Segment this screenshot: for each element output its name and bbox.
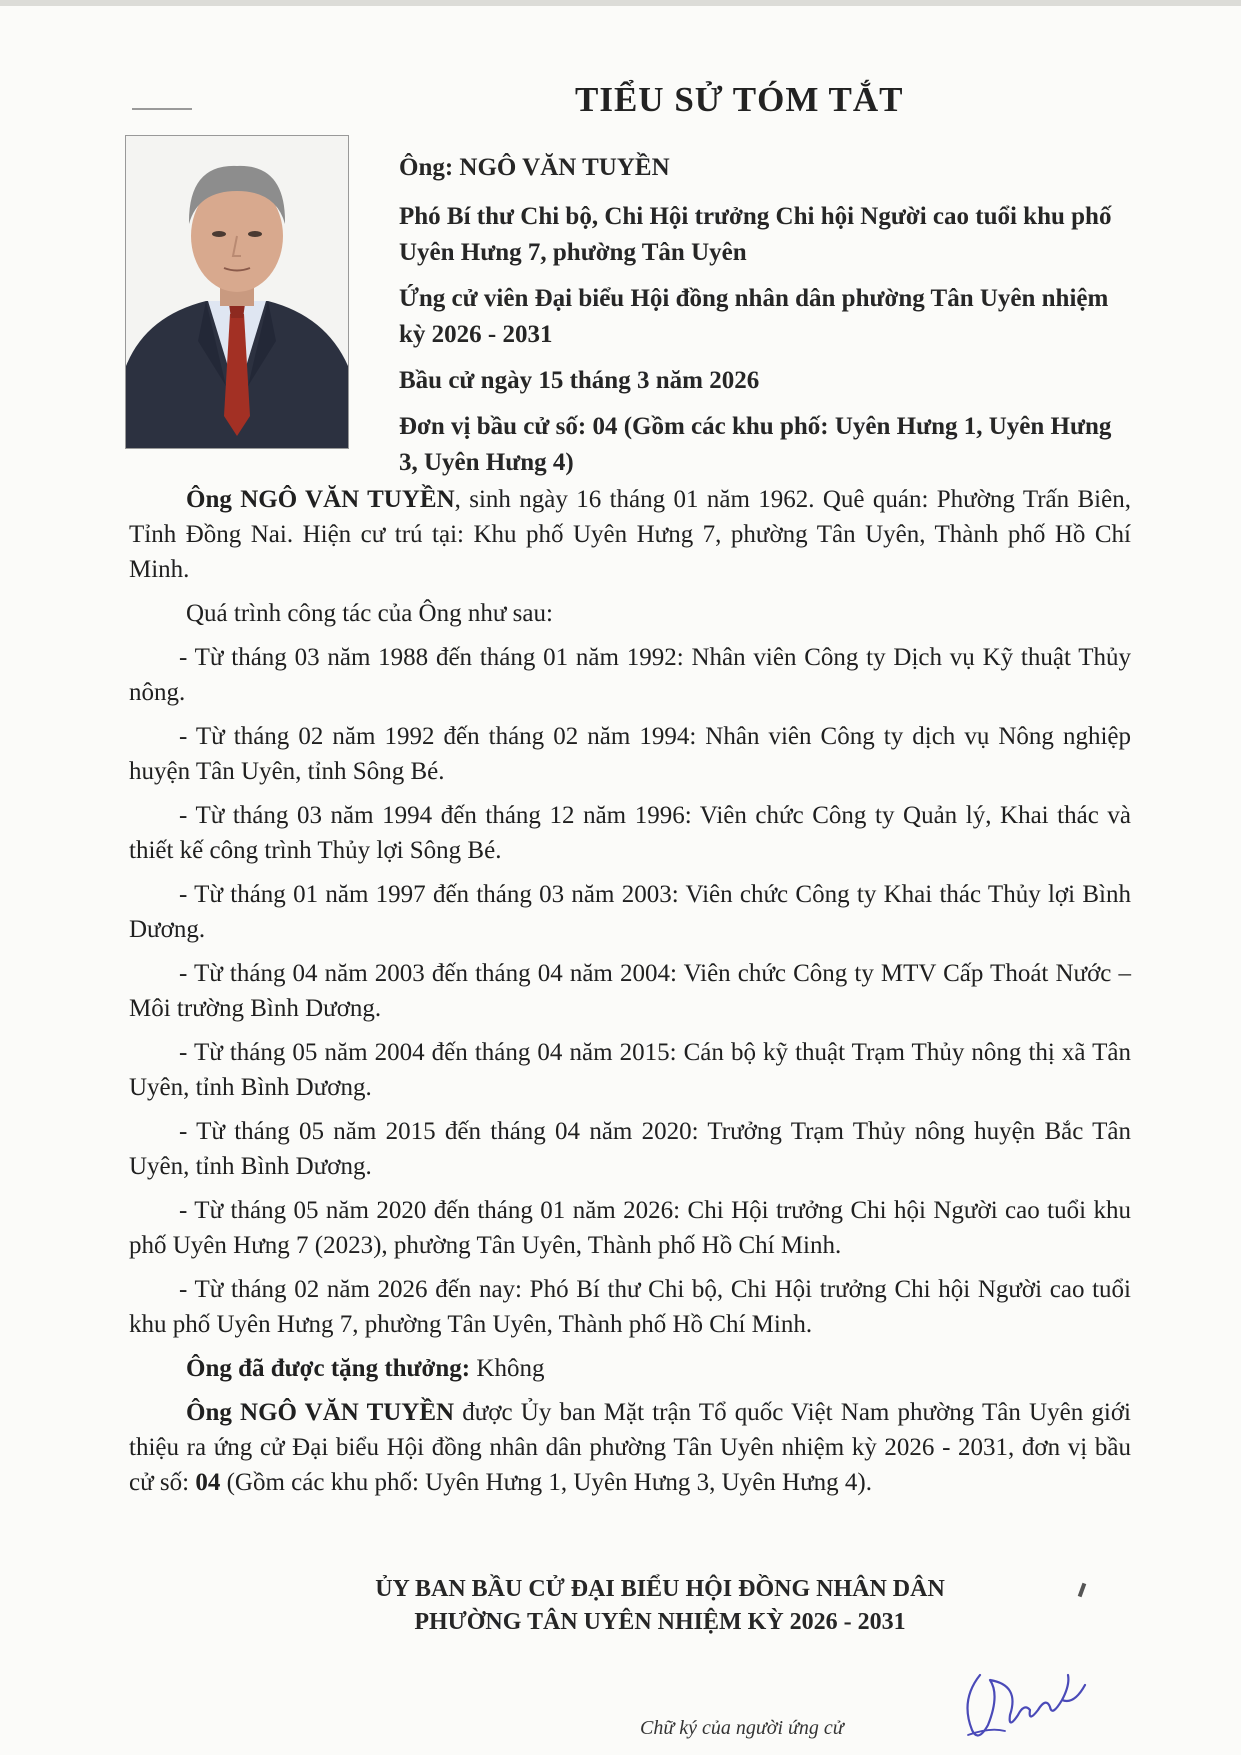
- biography-body: [129, 482, 1131, 1509]
- career-item: - Từ tháng 05 năm 2004 đến tháng 04 năm 2015: Cán bộ kỹ thuật Trạm Thủy nông thị xã Tân Uyên, tỉnh Bình Dương.: [129, 1039, 1131, 1101]
- career-item: - Từ tháng 05 năm 2020 đến tháng 01 năm 2026: Chi Hội trưởng Chi hội Người cao tuổi khu phố Uyên Hưng 7 (2023), phường Tân Uyên, Thành phố Hồ Chí Minh.: [129, 1197, 1131, 1259]
- intro-name: Ông NGÔ VĂN TUYỀN: [186, 486, 455, 513]
- career-item: - Từ tháng 03 năm 1994 đến tháng 12 năm 1996: Viên chức Công ty Quản lý, Khai thác và thiết kế công trình Thủy lợi Sông Bé.: [129, 802, 1131, 864]
- awards-value: Không: [476, 1355, 545, 1382]
- candidate-header: [399, 150, 1131, 491]
- awards-line: [129, 1351, 1131, 1386]
- constituency-line: Đơn vị bầu cử số: 04 (Gồm các khu phố: Uyên Hưng 1, Uyên Hưng 3, Uyên Hưng 4): [399, 413, 1112, 476]
- signature-caption: Chữ ký của người ứng cử: [640, 1717, 844, 1739]
- scan-speck: [1078, 1583, 1087, 1598]
- nomination-text-1: được Ủy ban Mặt trận Tổ quốc Việt Nam phường Tân Uyên giới thiệu ra ứng cử Đại biểu Hội đồng nhân dân phường Tân Uyên nhiệm kỳ 2026 - 2031, đơn vị bầu cử số:: [129, 1399, 1131, 1496]
- career-item: - Từ tháng 03 năm 1988 đến tháng 01 năm 1992: Nhân viên Công ty Dịch vụ Kỹ thuật Thủy nông.: [129, 644, 1131, 706]
- candidate-photo: [125, 135, 349, 449]
- committee-line-2: PHƯỜNG TÂN UYÊN NHIỆM KỲ 2026 - 2031: [414, 1609, 906, 1635]
- committee-line-1: ỦY BAN BẦU CỬ ĐẠI BIỂU HỘI ĐỒNG NHÂN DÂN: [375, 1576, 945, 1602]
- career-item: - Từ tháng 05 năm 2015 đến tháng 04 năm 2020: Trưởng Trạm Thủy nông huyện Bắc Tân Uyên, tỉnh Bình Dương.: [129, 1118, 1131, 1180]
- candidate-name: Ông: NGÔ VĂN TUYỀN: [399, 154, 670, 181]
- scan-edge: [0, 0, 1241, 6]
- election-committee: [300, 1573, 1020, 1639]
- intro-text: , sinh ngày 16 tháng 01 năm 1962. Quê quán: Phường Trấn Biên, Tỉnh Đồng Nai. Hiện cư trú tại: Khu phố Uyên Hưng 7, phường Tân Uyên, Thành phố Hồ Chí Minh.: [129, 486, 1131, 583]
- election-date: Bầu cử ngày 15 tháng 3 năm 2026: [399, 367, 760, 394]
- scan-mark: [132, 108, 192, 110]
- candidate-position: Phó Bí thư Chi bộ, Chi Hội trưởng Chi hội Người cao tuổi khu phố Uyên Hưng 7, phường Tân Uyên: [399, 203, 1112, 266]
- career-item: - Từ tháng 04 năm 2003 đến tháng 04 năm 2004: Viên chức Công ty MTV Cấp Thoát Nước – Môi trường Bình Dương.: [129, 960, 1131, 1022]
- career-heading: Quá trình công tác của Ông như sau:: [186, 600, 553, 627]
- nomination-text-2: (Gồm các khu phố: Uyên Hưng 1, Uyên Hưng 3, Uyên Hưng 4).: [220, 1469, 872, 1496]
- career-item: - Từ tháng 02 năm 1992 đến tháng 02 năm 1994: Nhân viên Công ty dịch vụ Nông nghiệp huyện Tân Uyên, tỉnh Sông Bé.: [129, 723, 1131, 785]
- intro-paragraph: [129, 482, 1131, 587]
- candidate-signature: [950, 1655, 1100, 1750]
- candidacy-line: Ứng cử viên Đại biểu Hội đồng nhân dân phường Tân Uyên nhiệm kỳ 2026 - 2031: [399, 285, 1109, 348]
- awards-label: Ông đã được tặng thưởng:: [186, 1355, 471, 1382]
- nomination-paragraph: [129, 1395, 1131, 1500]
- nomination-name: Ông NGÔ VĂN TUYỀN: [186, 1399, 455, 1426]
- career-item: - Từ tháng 01 năm 1997 đến tháng 03 năm 2003: Viên chức Công ty Khai thác Thủy lợi Bình Dương.: [129, 881, 1131, 943]
- nomination-unit: 04: [195, 1469, 221, 1496]
- career-item: - Từ tháng 02 năm 2026 đến nay: Phó Bí thư Chi bộ, Chi Hội trưởng Chi hội Người cao tuổi khu phố Uyên Hưng 7, phường Tân Uyên, Thành phố Hồ Chí Minh.: [129, 1276, 1131, 1338]
- document-title: TIỂU SỬ TÓM TẮT: [575, 80, 904, 119]
